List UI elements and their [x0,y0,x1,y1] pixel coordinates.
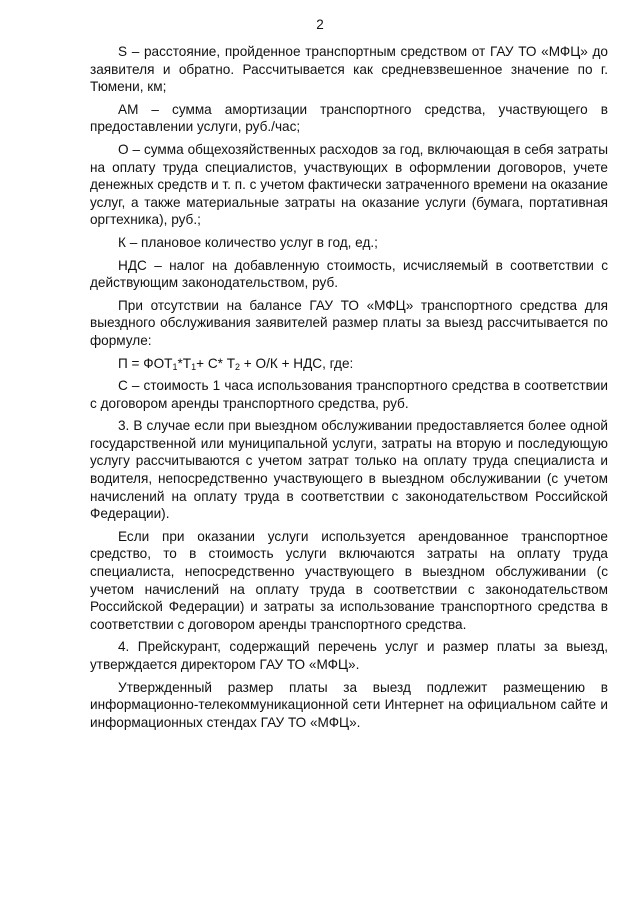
definition-nds: НДС – налог на добавленную стоимость, исчисляемый в соответствии с действующим законодательством, руб. [90,257,608,291]
formula-subscript: 1 [172,361,178,372]
page-number: 2 [316,17,324,32]
formula-part: *Т [177,355,192,371]
formula-part: П = ФОТ [118,355,173,371]
definition-k: К – плановое количество услуг в год, ед.; [118,234,378,250]
clause-4-publication: Утвержденный размер платы за выезд подлежит размещению в информационно-телекоммуникационной сети Интернет на официальном сайте и информационных стендах ГАУ ТО «МФЦ». [90,679,608,730]
definition-o: О – сумма общехозяйственных расходов за год, включающая в себя затраты на оплату труда специалистов, участвующих в оформлении договоров, учете денежных средств и т. п. с учетом фактически затраченного времени на оказание услуг, а также материальные затраты на оказание услуги (бумага, портативная оргтехника), руб.; [90,141,608,228]
definition-s: S – расстояние, пройденное транспортным средством от ГАУ ТО «МФЦ» до заявителя и обратно. Рассчитывается как средневзвешенное значение по г. Тюмени, км; [90,44,608,95]
payment-formula [90,355,608,373]
formula-part: + О/К + НДС, где: [240,355,354,371]
document-body [90,43,608,736]
definition-c: С – стоимость 1 часа использования транспортного средства в соответствии с договором аренды транспортного средства, руб. [90,378,608,411]
clause-4: 4. Прейскурант, содержащий перечень услуг и размер платы за выезд, утверждается директором ГАУ ТО «МФЦ». [90,639,608,672]
formula-subscript: 1 [191,361,197,372]
clause-3-rented-vehicle: Если при оказании услуги используется арендованное транспортное средство, то в стоимость услуги включаются затраты на оплату труда специалиста, непосредственно участвующего в выездном обслуживании (с учетом начислений на оплату труда в соответствии с законодательством Российской Федерации) и затраты за использование транспортного средства в соответствии с договором аренды транспортного средства. [90,528,608,632]
definition-am: АМ – сумма амортизации транспортного средства, участвующего в предоставлении услуги, руб./час; [90,101,608,135]
clause-3: 3. В случае если при выездном обслуживании предоставляется более одной государственной или муниципальной услуги, затраты на вторую и последующую услугу рассчитываются с учетом затрат только на оплату труда специалиста и водителя, непосредственно участвующего в выездном обслуживании (с учетом начислений на оплату труда в соответствии с законодательством Российской Федерации). [90,418,608,522]
formula-subscript: 2 [235,361,241,372]
formula-part: + С* Т [196,355,236,371]
formula-intro: При отсутствии на балансе ГАУ ТО «МФЦ» транспортного средства для выездного обслуживания заявителей размер платы за выезд рассчитывается по формуле: [90,297,608,348]
